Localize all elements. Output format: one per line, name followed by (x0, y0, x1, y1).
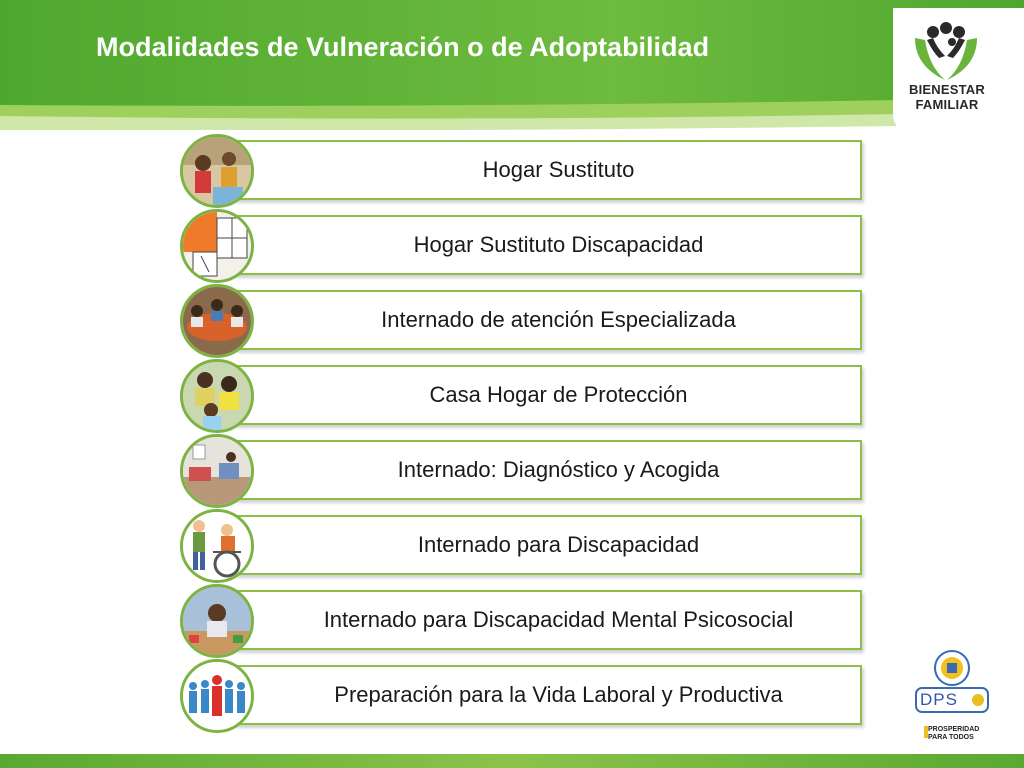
modality-label: Internado para Discapacidad (417, 532, 700, 557)
modality-bar (235, 515, 862, 575)
modality-label: Internado: Diagnóstico y Acogida (397, 457, 720, 482)
list-item (180, 509, 864, 584)
modality-bar (235, 440, 862, 500)
list-item (180, 659, 864, 734)
page-title: Modalidades de Vulneración o de Adoptabilidad (96, 32, 710, 62)
dps-label: DPS (920, 690, 958, 709)
prosperidad-line-2: PARA TODOS (928, 734, 974, 741)
header-background (0, 0, 1024, 130)
modality-bar (235, 665, 862, 725)
modality-label: Hogar Sustituto (482, 157, 635, 182)
list-item (180, 284, 864, 359)
list-item (180, 359, 864, 434)
children-group-photo-icon (180, 359, 254, 433)
modality-bar (235, 215, 862, 275)
modality-bar (235, 365, 862, 425)
wheelchair-illustration-icon (180, 509, 254, 583)
header-banner (0, 0, 1024, 130)
list-item (180, 134, 864, 209)
modality-bar (235, 590, 862, 650)
modality-label: Internado para Discapacidad Mental Psicosocial (323, 607, 794, 632)
logo-line-2: FAMILIAR (915, 97, 979, 112)
modality-bar (235, 140, 862, 200)
room-photo-icon (180, 434, 254, 508)
list-item (180, 209, 864, 284)
logo-line-1: BIENESTAR (909, 82, 985, 97)
family-hands-icon (893, 8, 1024, 88)
modality-label: Hogar Sustituto Discapacidad (413, 232, 704, 257)
dps-logo (914, 648, 992, 744)
modality-bar (235, 290, 862, 350)
people-figures-illustration-icon (180, 659, 254, 733)
child-activity-photo-icon (180, 584, 254, 658)
house-illustration-icon (180, 209, 254, 283)
modality-label: Casa Hogar de Protección (429, 382, 688, 407)
list-item (180, 584, 864, 659)
modality-label: Internado de atención Especializada (381, 307, 736, 332)
classroom-photo-icon (180, 284, 254, 358)
children-playing-photo-icon (180, 134, 254, 208)
modality-label: Preparación para la Vida Laboral y Productiva (334, 682, 783, 707)
list-item (180, 434, 864, 509)
footer-bar (0, 754, 1024, 768)
prosperidad-line-1: PROSPERIDAD (928, 726, 980, 733)
icbf-logo (893, 8, 1024, 133)
